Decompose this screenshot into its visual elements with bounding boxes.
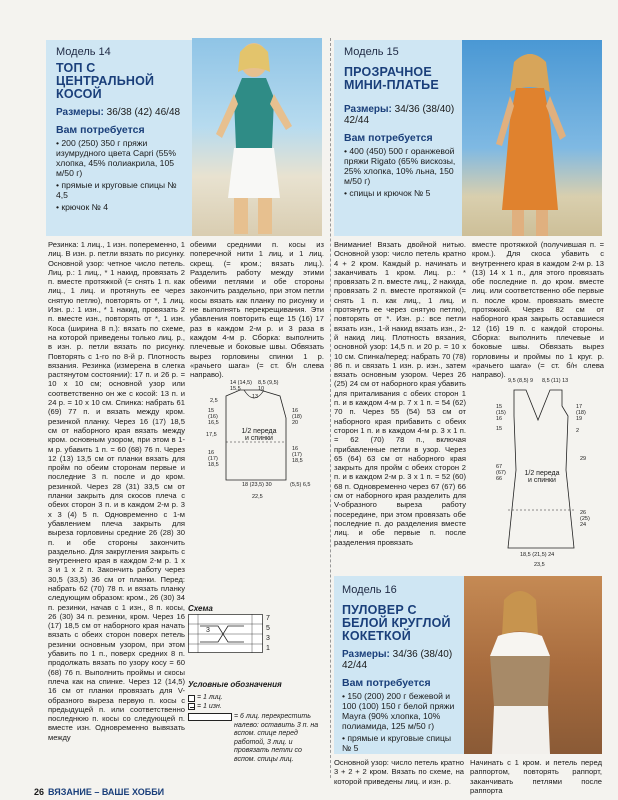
m16-photo [464, 576, 602, 754]
m15-schematic [480, 380, 604, 570]
m16-model-figure [464, 576, 602, 754]
m16-text-left: Основной узор: число петель кратно 3 + 2 + 2 кром. Вязать по схеме, на которой приведены лиц. и изн. р. [334, 758, 464, 786]
m14-diag-r2: 16 (17) 18,5 [292, 446, 303, 464]
m14-legend-knit: = 1 лиц. [197, 694, 223, 701]
m14-material-1: • 200 (250) 350 г пряжи изумрудного цвета Capri (55% хлопка, 45% полиакрила, 105 м/50 г) [56, 138, 176, 178]
m14-diag-l2: 15 (16) 16,5 [208, 408, 219, 426]
m15-diag-l1: 15 (15) 16 [496, 404, 506, 422]
m15-diag-l3: 67 (67) 66 [496, 464, 506, 482]
m15-sizes: Размеры: 34/36 (38/40) 42/44 [344, 104, 455, 126]
m14-diag-top3: 13 [252, 394, 259, 400]
m14-schema-row-3: 3 [266, 635, 270, 642]
m14-legend-cable: = 6 лиц. перекрестить налево: оставить 3 п. на вспом. спице перед работой, 3 лиц. и провязать петли со вспом. спицы лиц. [234, 713, 319, 763]
m14-info-panel [46, 40, 192, 236]
m14-material-3: • крючок № 4 [56, 202, 108, 212]
m16-material-1: • 150 (200) 200 г бежевой и 100 (100) 150 г белой пряжи Mayra (90% хлопка, 10% полиамида, 125 м/50 г) [342, 691, 455, 731]
m14-legend [188, 694, 322, 764]
m14-text-left: Резинка: 1 лиц., 1 изн. попеременно, 1 лиц. В изн. р. петли вязать по рисунку. Основной узор: четное число петель. Лиц. р.: 1 лиц., * 1 накид, провязать 2 п. вместе протяжкой (= снять 1 п. как лиц., 1 лиц. и протянуть ее через снятую петлю), повторять от *, 1 лиц. Изн. р.: 1 изн., * 1 накид, провязать 2 п. вместе изн., повторять от *, 1 изн. Коса (ширина 8 п.): вязать по схеме, на которой приведены только лиц. р., в изн. р. петли вязать по рисунку. Повторять с 1-го по 8-й р. Плотность вязания. Резинка (измерена в слегка растянутом состоянии): 17 п. и 26 р. = 10 х 10 см; основной узор или соответственно он же с косой: 13 п. и 24 р. = 10 х 10 см. Спинка: набрать 61 (69) 77 п. и вязать между кром. резинкой планку. Через 16 (17) 18,5 см от наборного края вязать между кром. основным узором, при этом в 1-м р. убавить 1 п. = 60 (68) 76 п. Через 12 (13) 13,5 см от планки вязать для пройм по обеим сторонам первые и последние 3 п. после и до кром. резинкой. Через 28 (31) 33,5 см от планки закрыть для скосов плеча с обеих сторон 3 п. и в каждом 2-м р. 3 х 3 (4) 5 п. Одновременно с 1-м убавлением плеча закрыть для выреза горловины средние 26 (28) 30 п. и обе стороны закончить раздельно. Для закругления закрыть с внутреннего края в каждом 2-м р. 1 х 3 и 1 х 2 п. Закончить работу через 30,5 (33,5) 36 см от планки. Перед: набрать 62 (70) 78 п. и вязать планку следующим образом: кром., 26 (30) 34 п. резинки, начав с 1 изн., 8 п. косы, 26 (30) 34 п. резинки, кром. Через 16 (17) 18,5 см от наборного края начать вязать с обеих сторон поверх петель резинки основным узором, при этом убавить по 1 п., поверх средних 8 п. продолжать вязать по узору косу = 60 (68) 76 п. Выполнить проймы и скосы плеча как на спинке. Через 12 (14,5) 16 см от планки провязать для V-образного выреза первую п. косы с предыдущей п. или соответственно последнюю п. косы со следующей п. вместе изн. Одновременно вывязать между [48, 240, 185, 742]
m16-label: Модель 16 [342, 584, 397, 596]
m15-diag-r3: 29 [580, 456, 587, 462]
page-footer [34, 787, 164, 797]
m14-diag-l4: 16 (17) 18,5 [208, 450, 219, 468]
m15-diag-t1: 9,5 (8,5) 9 [508, 378, 534, 384]
m14-diag-b2: 22,5 [252, 494, 263, 500]
m15-info-panel [334, 40, 462, 236]
m15-material-1: • 400 (450) 500 г оранжевой пряжи Rigato (65% вискозы, 25% хлопка, 10% льна, 150 м/50 г) [344, 146, 456, 186]
page-number: 26 [34, 787, 45, 797]
m14-schema-grid [188, 614, 276, 654]
m14-text-right: обеими средними п. косы из поперечной нити 1 лиц. и 1 лиц. скрещ. (= кром.; вязать лиц.). Разделить работу между этими обеими петлями и обе стороны закончить раздельно, при этом петли косы вязать как планку по рисунку и не выполнять перекрещивания. Эти убавления повторить еще 15 (16) 17 раз в каждом 2-м р. и 3 раза в каждом 4-м р. Сборка: выполнить плечевые и боковые швы. Обвязать вырез горловины спинки 1 р. «рачьего шага» (= ст. б/н слева направо). [190, 240, 324, 380]
m14-photo [192, 38, 322, 236]
m14-diag-top1: 14 (14,5) 15,5 [230, 380, 253, 392]
m14-diag-b3: (5,5) 6,5 [290, 482, 311, 488]
m16-text-right: Начинать с 1 кром. и петель перед раппортом, повторять раппорт, заканчивать петлями после раппорта [470, 758, 602, 795]
m15-diag-center: 1/2 переда и спинки [524, 470, 560, 484]
m14-schema-cell: 3 [206, 627, 210, 634]
m14-schema-row-5: 5 [266, 625, 270, 632]
m14-material-2: • прямые и круговые спицы № 4,5 [56, 180, 177, 200]
m14-sizes: Размеры: 36/38 (42) 46/48 [56, 107, 181, 118]
m15-model-figure [462, 40, 602, 236]
m15-label: Модель 15 [344, 46, 399, 58]
m14-legend-purl: = 1 изн. [197, 702, 222, 710]
m14-diag-b1: 18 (23,5) 30 [242, 482, 272, 488]
m15-diag-r2: 2 [576, 428, 580, 434]
m15-material-2: • спицы и крючок № 5 [344, 188, 431, 198]
m14-schematic [196, 382, 326, 500]
m16-need-title: Вам потребуется [342, 677, 431, 689]
m15-title: ПРОЗРАЧНОЕ МИНИ-ПЛАТЬЕ [344, 65, 439, 92]
m14-diag-l3: 17,5 [206, 432, 217, 438]
m14-schema-row-1: 1 [266, 645, 270, 652]
m14-title: ТОП С ЦЕНТРАЛЬНОЙ КОСОЙ [56, 61, 155, 101]
m16-material-2: • прямые и круговые спицы № 5 [342, 733, 452, 753]
m14-diag-r1: 16 (18) 20 [292, 408, 302, 426]
column-divider [330, 38, 331, 778]
m15-photo [462, 40, 602, 236]
m15-diag-l2: 15 [496, 426, 503, 432]
m14-diag-top2: 8,5 (9,5) 10 [258, 380, 279, 392]
m14-need-title: Вам потребуется [56, 124, 145, 136]
m14-schema-row-7: 7 [266, 615, 270, 622]
m14-model-figure [192, 38, 322, 236]
m15-text-left: Внимание! Вязать двойной нитью. Основной узор: число петель кратно 4 + 2 кром. Каждый р. начинать и заканчивать 1 кром. Лиц. р.: * провязать 2 п. вместе лиц., 2 накида, провязать 2 п. вместе протяжкой (= снять 1 п. как лиц., 1 лиц. и протянуть ее через снятую петлю), повторять от *. Изн. р.: все петли вязать изн., 1-й накид вязать изн., 2-й накид лиц. Плотность вязания, основной узор: 14,5 п. и 20 р. = 10 х 10 см. Спинка/перед: набрать 70 (78) 86 п. и связать 1 изн. р. изн., затем вязать основным узором. Через 26 (25) 24 см от наборного края убавить для приталивания с обеих сторон 1 п. и в каждом 4-м р. 7 х 1 п. = 54 (62) 70 п. Через 55 (54) 53 см от наборного края прибавить с обеих сторон 1 п. и в каждом 4-м р. 3 х 1 п. = 62 (70) 78 п., включая прибавленные петли в узор. Через 65 (64) 63 см от наборного края закрыть для пройм с обеих сторон 2 п. и в каждом 2-м р. 3 х 1 п. = 52 (60) 68 п. Одновременно через 67 (67) 66 см от наборного края разделить для V-образного выреза работу посередине, при этом провязать обе последние п. до разделения вместе лиц. и обе первые п. после разделения провязать [334, 240, 466, 547]
magazine-title: ВЯЗАНИЕ – ВАШЕ ХОББИ [48, 787, 165, 797]
m15-diag-t2: 8,5 (11) 13 [542, 378, 569, 384]
m15-diag-r1: 17 (18) 19 [576, 404, 586, 422]
m14-diag-center: 1/2 переда и спинки [241, 428, 277, 442]
m16-title: ПУЛОВЕР С БЕЛОЙ КРУГЛОЙ КОКЕТКОЙ [342, 603, 451, 643]
m14-diag-l1: 2,5 [210, 398, 218, 404]
m14-schema-title: Схема [188, 604, 213, 613]
m14-label: Модель 14 [56, 46, 111, 58]
m15-diag-b2: 23,5 [534, 562, 545, 568]
m15-need-title: Вам потребуется [344, 132, 433, 144]
m15-diag-b1: 18,5 (21,5) 24 [520, 552, 555, 558]
m16-info-panel [334, 576, 464, 754]
m14-legend-title: Условные обозначения [188, 680, 282, 689]
m15-diag-r4: 26 (25) 24 [580, 510, 590, 528]
m15-text-right: вместе протяжкой (получившая п. = кром.). Для скоса убавить с внутреннего края в каждом 2-м р. 13 (13) 14 х 1 п., для этого провязать обе последние п. до кром. вместе лиц. или соответственно обе первые п. после кром. провязать вместе протяжкой. Через 82 см от наборного края закрыть оставшиеся 12 (16) 19 п. с каждой стороны. Сборка: выполнить плечевые и боковые швы. Обвязать вырез горловины и проймы по 1 круг. р. «рачьего шага» (= ст. б/н слева направо). [472, 240, 604, 380]
m16-sizes: Размеры: 34/36 (38/40) 42/44 [342, 649, 453, 671]
